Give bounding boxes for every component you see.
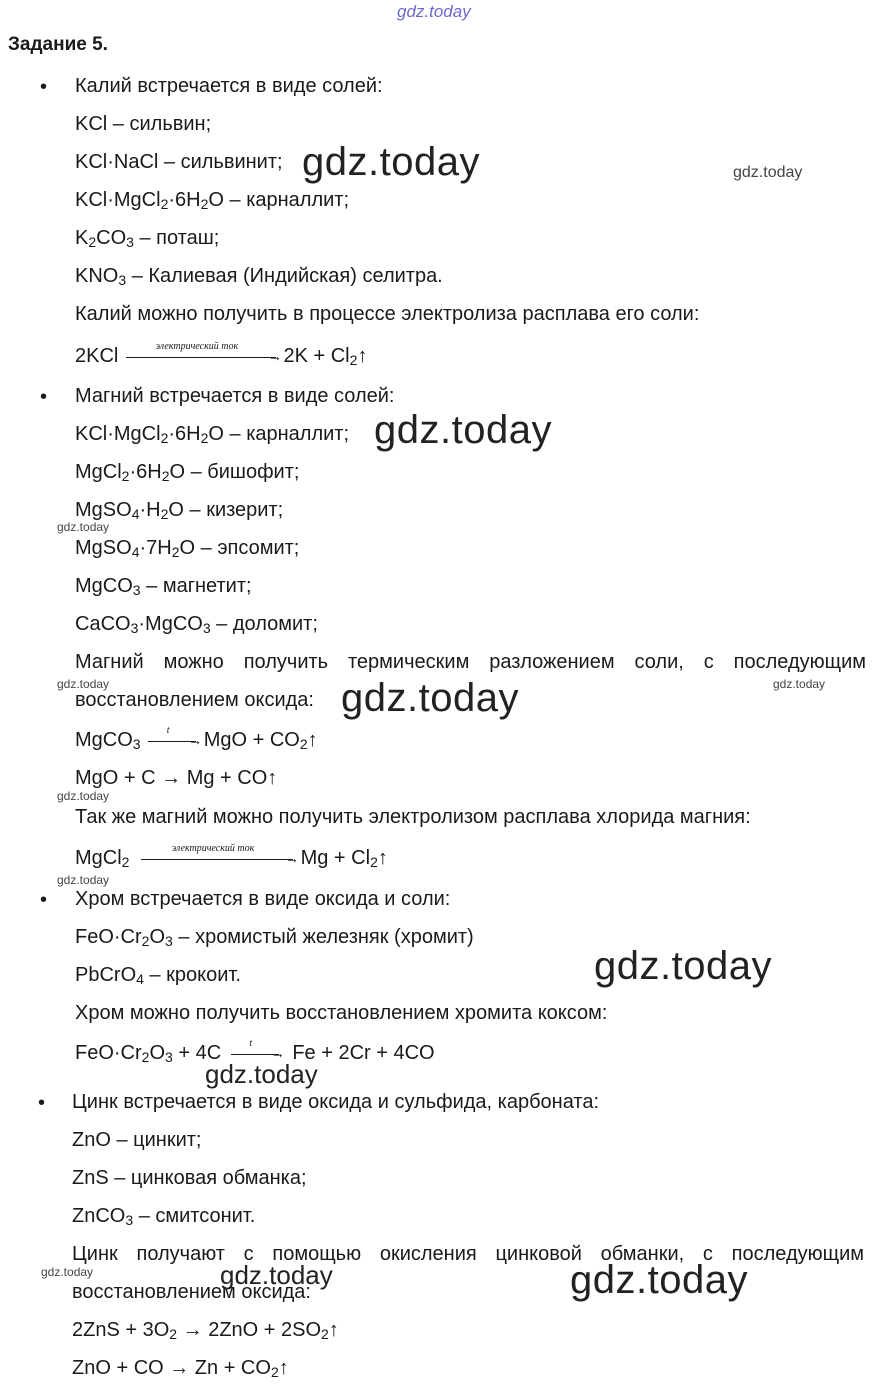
- zinc-method-line2: восстановлением оксида:: [72, 1281, 311, 1303]
- magnesium-salt: CaCO$_3$·MgCO$_3$ – доломит;: [75, 613, 318, 636]
- watermark: gdz.today: [302, 140, 480, 184]
- potassium-salt: $KNO_3$ – Калиевая (Индийская) селитра.: [75, 265, 443, 288]
- reaction-arrow: электрический ток →: [141, 857, 293, 860]
- magnesium-reaction-1: MgCO$_3$ t → MgO + $CO_2↑$: [75, 725, 318, 752]
- potassium-salt: KCl·NaCl – сильвинит;: [75, 151, 283, 173]
- magnesium-salt: $MgSO_4\cdot 7H_2O$ – эпсомит;: [75, 537, 300, 560]
- reaction-arrow: электрический ток →: [126, 355, 276, 358]
- watermark: gdz.today: [57, 873, 110, 887]
- watermark: gdz.today: [594, 944, 772, 988]
- watermark: gdz.today: [570, 1258, 748, 1302]
- magnesium-salt: MgCO$_3$ – магнетит;: [75, 575, 252, 598]
- watermark: gdz.today: [733, 164, 803, 181]
- zinc-reaction-2: ZnO + CO → $Zn + CO_2↑$: [72, 1357, 289, 1380]
- zinc-salt: ZnS – цинковая обманка;: [72, 1167, 307, 1189]
- watermark: gdz.today: [57, 677, 110, 691]
- magnesium-salt: $MgCl_2\cdot 6H_2O$ – бишофит;: [75, 461, 300, 484]
- chromium-salt: PbCrO$_4$ – крокоит.: [75, 964, 241, 987]
- bullet-chromium: •: [40, 889, 48, 911]
- magnesium-salt: $KCl\cdot MgCl_2\cdot 6H_2O$ – карналлит;: [75, 423, 350, 446]
- reaction-arrow: t →: [148, 739, 196, 742]
- potassium-method: Калий можно получить в процессе электролиза расплава его соли:: [75, 303, 700, 325]
- potassium-reaction: 2KCl электрический ток → $2K + Cl_2↑$: [75, 341, 368, 368]
- magnesium-method-line1: Магний можно получить термическим разложением соли, с последующим: [75, 651, 866, 673]
- chromium-reaction: $FeO\cdot Cr_2O_3 + 4C$ t → Fe + 2Cr + 4CO: [75, 1038, 435, 1065]
- bullet-magnesium: •: [40, 386, 48, 408]
- magnesium-method-2: Так же магний можно получить электролизом расплава хлорида магния:: [75, 806, 751, 828]
- watermark: gdz.today: [341, 676, 519, 720]
- watermark: gdz.today: [773, 677, 826, 691]
- bullet-zinc: •: [38, 1092, 46, 1114]
- zinc-salt: ZnO – цинкит;: [72, 1129, 202, 1151]
- magnesium-salt: $MgSO_4\cdot H_2O$ – кизерит;: [75, 499, 284, 522]
- potassium-intro: Калий встречается в виде солей:: [75, 75, 383, 97]
- watermark-header: gdz.today: [397, 2, 471, 21]
- task-title: Задание 5.: [8, 34, 108, 55]
- zinc-intro: Цинк встречается в виде оксида и сульфида, карбоната:: [72, 1091, 600, 1113]
- zinc-salt: ZnCO$_3$ – смитсонит.: [72, 1205, 256, 1228]
- zinc-reaction-1: $2ZnS + 3O_2 \to 2ZnO$ + $2SO_2↑$: [72, 1319, 339, 1342]
- chromium-salt: $FeO\cdot Cr_2O_3$ – хромистый железняк (хромит): [75, 926, 474, 949]
- watermark: gdz.today: [205, 1059, 318, 1089]
- magnesium-reaction-3: MgCl$_2$ электрический ток → $Mg + Cl_2↑$: [75, 843, 388, 870]
- magnesium-reaction-2: MgO + C → Mg + CO↑: [75, 767, 278, 789]
- watermark: gdz.today: [220, 1260, 333, 1290]
- chromium-intro: Хром встречается в виде оксида и соли:: [75, 888, 451, 910]
- watermark: gdz.today: [57, 789, 110, 803]
- watermark: gdz.today: [374, 408, 552, 452]
- reaction-arrow: t →: [231, 1052, 279, 1055]
- magnesium-method-line2: восстановлением оксида:: [75, 689, 314, 711]
- potassium-salt: $K_2CO_3$ – поташ;: [75, 227, 220, 250]
- zinc-method-line1: Цинк получают с помощью окисления цинковой обманки, с последующим: [72, 1243, 864, 1265]
- potassium-salt: $KCl\cdot MgCl_2\cdot 6H_2O$ – карналлит;: [75, 189, 350, 212]
- chromium-method: Хром можно получить восстановлением хромита коксом:: [75, 1002, 608, 1024]
- potassium-salt: KCl – сильвин;: [75, 113, 212, 135]
- magnesium-intro: Магний встречается в виде солей:: [75, 385, 395, 407]
- bullet-potassium: •: [40, 76, 48, 98]
- watermark: gdz.today: [41, 1265, 94, 1279]
- watermark: gdz.today: [57, 520, 110, 534]
